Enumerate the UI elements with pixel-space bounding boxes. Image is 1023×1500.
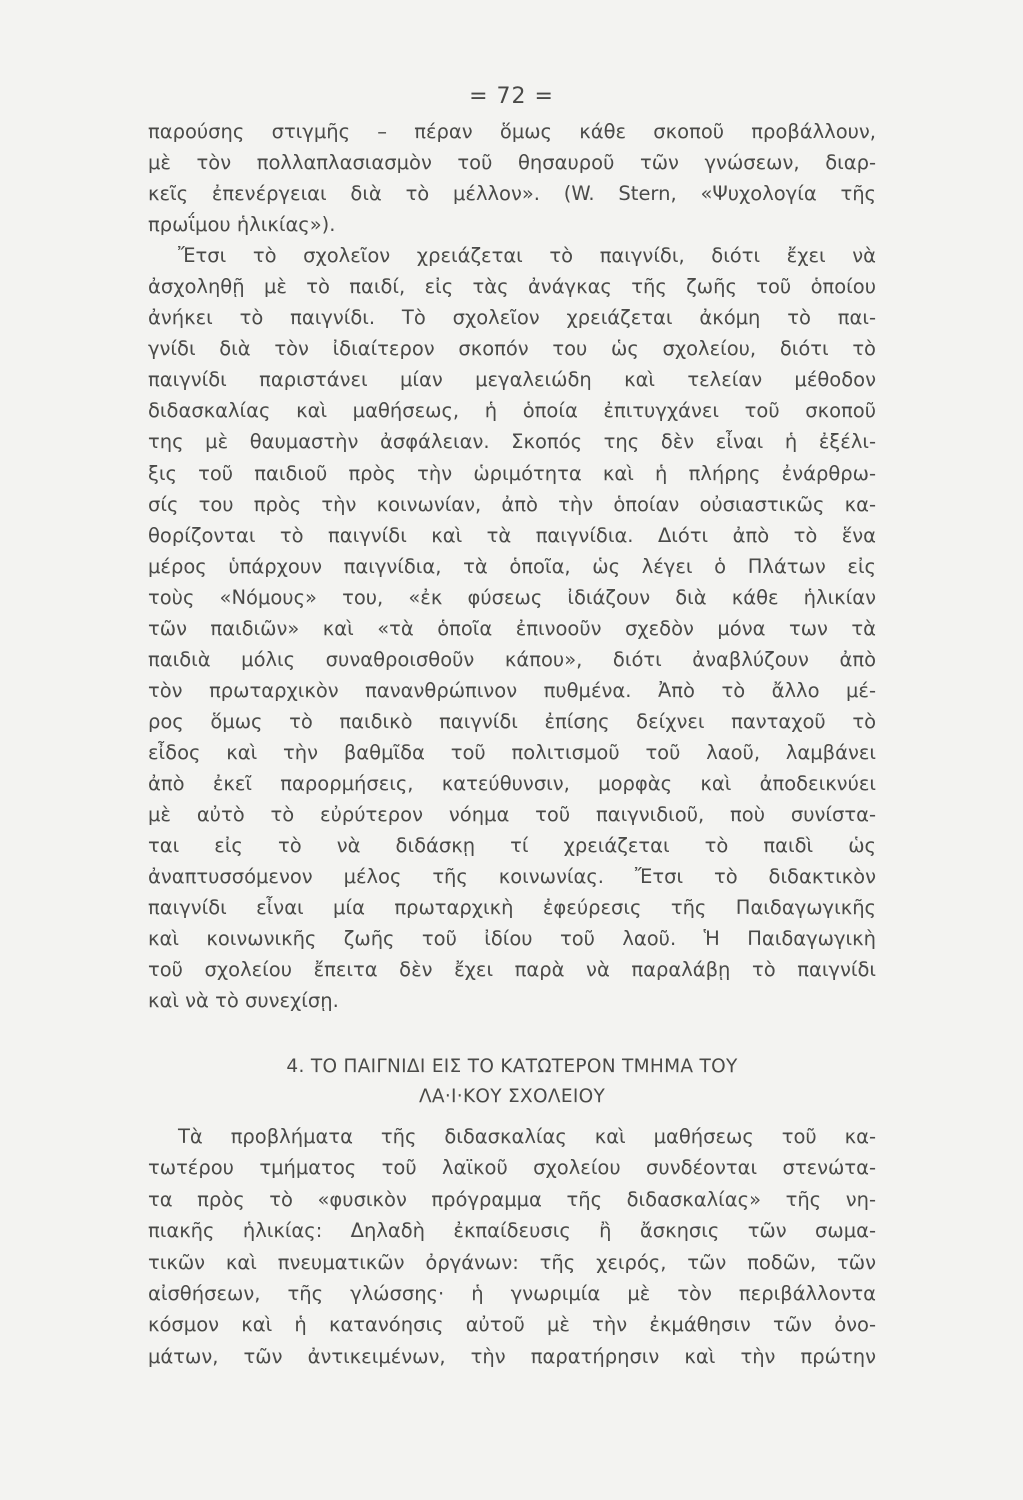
text-line: Τὰ προβλήματα τῆς διδασκαλίας καὶ μαθήσεως τοῦ κα- bbox=[178, 1125, 876, 1148]
text-line: εἶδος καὶ τὴν βαθμῖδα τοῦ πολιτισμοῦ τοῦ λαοῦ, λαμβάνει bbox=[148, 740, 876, 764]
body-text-bottom bbox=[148, 1121, 876, 1372]
text-line: σίς του πρὸς τὴν κοινωνίαν, ἀπὸ τὴν ὁποίαν οὐσιαστικῶς κα- bbox=[148, 492, 876, 516]
text-line: κεῖς ἐπενέργειαι διὰ τὸ μέλλον». (W. Stern, «Ψυχολογία τῆς bbox=[148, 182, 876, 206]
text-line: ἀνήκει τὸ παιγνίδι. Τὸ σχολεῖον χρειάζεται ἀκόμη τὸ παι- bbox=[148, 306, 876, 330]
text-line: παιγνίδι εἶναι μία πρωταρχικὴ ἐφεύρεσις τῆς Παιδαγωγικῆς bbox=[148, 896, 876, 920]
text-line: γνίδι διὰ τὸν ἰδιαίτερον σκοπόν του ὡς σχολείου, διότι τὸ bbox=[148, 337, 876, 361]
page-number: = 72 = bbox=[469, 84, 554, 109]
text-line: τὸν πρωταρχικὸν πανανθρώπινον πυθμένα. Ἀπὸ τὸ ἄλλο μέ- bbox=[148, 678, 876, 702]
text-line: μάτων, τῶν ἀντικειμένων, τὴν παρατήρησιν καὶ τὴν πρώτην bbox=[148, 1344, 876, 1368]
body-text-top bbox=[148, 116, 876, 1016]
text-line: ται εἰς τὸ νὰ διδάσκῃ τί χρειάζεται τὸ παιδὶ ὡς bbox=[148, 834, 876, 858]
text-line: ἀσχοληθῇ μὲ τὸ παιδί, εἰς τὰς ἀνάγκας τῆς ζωῆς τοῦ ὁποίου bbox=[148, 275, 876, 299]
text-line: παιγνίδι παριστάνει μίαν μεγαλειώδη καὶ τελείαν μέθοδον bbox=[148, 368, 876, 392]
text-line: θορίζονται τὸ παιγνίδι καὶ τὰ παιγνίδια. Διότι ἀπὸ τὸ ἕνα bbox=[148, 523, 876, 547]
text-line: κόσμον καὶ ἡ κατανόησις αὐτοῦ μὲ τὴν ἐκμάθησιν τῶν ὀνο- bbox=[148, 1313, 876, 1337]
text-line: ἀπὸ ἐκεῖ παρορμήσεις, κατεύθυνσιν, μορφὰς καὶ ἀποδεικνύει bbox=[148, 771, 876, 795]
text-line: παρούσης στιγμῆς – πέραν ὅμως κάθε σκοποῦ προβάλλουν, bbox=[148, 120, 876, 143]
text-line: καὶ κοινωνικῆς ζωῆς τοῦ ἰδίου τοῦ λαοῦ. Ἡ Παιδαγωγικὴ bbox=[148, 927, 876, 951]
text-line: πρωΐμου ἡλικίας»). bbox=[148, 213, 336, 237]
text-line: της μὲ θαυμαστὴν ἀσφάλειαν. Σκοπός της δὲν εἶναι ἡ ἐξέλι- bbox=[148, 430, 876, 454]
text-line: πιακῆς ἡλικίας: Δηλαδὴ ἐκπαίδευσις ἢ ἄσκησις τῶν σωμα- bbox=[148, 1219, 876, 1243]
section-heading bbox=[148, 1052, 876, 1112]
text-line: τικῶν καὶ πνευματικῶν ὀργάνων: τῆς χειρός, τῶν ποδῶν, τῶν bbox=[148, 1250, 876, 1274]
section-heading-line-1: 4. ΤΟ ΠΑΙΓΝΙΔΙ ΕΙΣ ΤΟ ΚΑΤΩΤΕΡΟΝ ΤΜΗΜΑ ΤΟΥ bbox=[286, 1056, 738, 1077]
text-line: μὲ αὐτὸ τὸ εὐρύτερον νόημα τοῦ παιγνιδιοῦ, ποὺ συνίστα- bbox=[148, 803, 876, 827]
text-line: Ἔτσι τὸ σχολεῖον χρειάζεται τὸ παιγνίδι, διότι ἔχει νὰ bbox=[178, 244, 876, 268]
text-line: τοῦ σχολείου ἔπειτα δὲν ἔχει παρὰ νὰ παραλάβῃ τὸ παιγνίδι bbox=[148, 958, 876, 982]
section-heading-line-2: ΛΑ·Ι·ΚΟΥ ΣΧΟΛΕΙΟΥ bbox=[418, 1086, 606, 1107]
text-line: τοὺς «Νόμους» του, «ἐκ φύσεως ἰδιάζουν διὰ κάθε ἡλικίαν bbox=[148, 585, 876, 609]
text-line: τῶν παιδιῶν» καὶ «τὰ ὁποῖα ἐπινοοῦν σχεδὸν μόνα των τὰ bbox=[148, 616, 876, 640]
text-line: ἀναπτυσσόμενον μέλος τῆς κοινωνίας. Ἔτσι τὸ διδακτικὸν bbox=[148, 865, 876, 889]
text-line: καὶ νὰ τὸ συνεχίσῃ. bbox=[148, 989, 339, 1013]
text-line: παιδιὰ μόλις συναθροισθοῦν κάπου», διότι ἀναβλύζουν ἀπὸ bbox=[148, 647, 876, 671]
text-line: μὲ τὸν πολλαπλασιασμὸν τοῦ θησαυροῦ τῶν γνώσεων, διαρ- bbox=[148, 151, 876, 175]
text-line: αἰσθήσεων, τῆς γλώσσης· ἡ γνωριμία μὲ τὸν περιβάλλοντα bbox=[148, 1281, 876, 1305]
text-line: τα πρὸς τὸ «φυσικὸν πρόγραμμα τῆς διδασκαλίας» τῆς νη- bbox=[148, 1187, 876, 1211]
text-line: διδασκαλίας καὶ μαθήσεως, ἡ ὁποία ἐπιτυγχάνει τοῦ σκοποῦ bbox=[148, 399, 876, 423]
text-line: τωτέρου τμήματος τοῦ λαϊκοῦ σχολείου συνδέονται στενώτα- bbox=[148, 1156, 876, 1180]
text-line: ξις τοῦ παιδιοῦ πρὸς τὴν ὡριμότητα καὶ ἡ πλήρης ἐνάρθρω- bbox=[148, 461, 876, 485]
text-line: μέρος ὑπάρχουν παιγνίδια, τὰ ὁποῖα, ὡς λέγει ὁ Πλάτων εἰς bbox=[148, 554, 876, 578]
text-line: ρος ὅμως τὸ παιδικὸ παιγνίδι ἐπίσης δείχνει πανταχοῦ τὸ bbox=[148, 709, 876, 733]
